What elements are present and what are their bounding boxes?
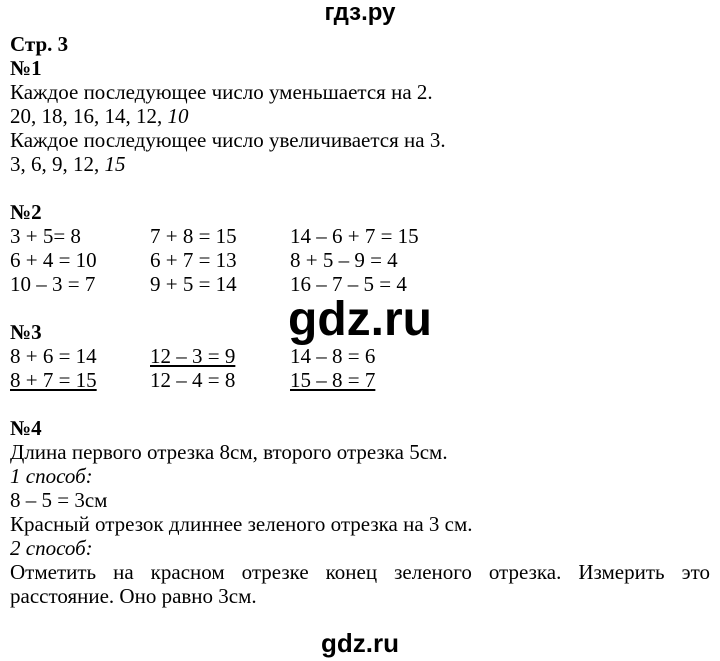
sequence-1-answer: 10 [167, 104, 189, 128]
task-2-row [10, 224, 710, 248]
task-4-method-1-answer: Красный отрезок длиннее зеленого отрезка на 3 см. [10, 512, 473, 536]
task-4-method-2-label: 2 способ: [10, 536, 93, 560]
task-1-number: №1 [10, 56, 42, 80]
watermark-middle: gdz.ru [288, 293, 432, 346]
task-1-rule-1: Каждое последующее число уменьшается на 2. [10, 80, 433, 104]
watermark-bottom: gdz.ru [321, 628, 399, 658]
equation-underlined: 15 – 8 = 7 [290, 368, 376, 392]
task-4-number: №4 [10, 416, 42, 440]
equation: 8 + 6 = 14 [10, 344, 97, 368]
equation: 7 + 8 = 15 [150, 224, 237, 248]
task-2-row [10, 248, 710, 272]
task-1-rule-2: Каждое последующее число увеличивается на 3. [10, 128, 446, 152]
sequence-1-values: 20, 18, 16, 14, 12, [10, 104, 163, 128]
sequence-2-values: 3, 6, 9, 12, [10, 152, 100, 176]
page-number: Стр. 3 [10, 32, 69, 56]
task-1-sequence-1 [10, 104, 710, 128]
equation: 9 + 5 = 14 [150, 272, 237, 296]
task-4-method-1-label: 1 способ: [10, 464, 93, 488]
equation: 8 + 5 – 9 = 4 [290, 248, 398, 272]
equation: 6 + 7 = 13 [150, 248, 237, 272]
equation: 12 – 4 = 8 [150, 368, 236, 392]
equation: 14 – 8 = 6 [290, 344, 376, 368]
task-4-method-1-equation: 8 – 5 = 3см [10, 488, 108, 512]
equation: 6 + 4 = 10 [10, 248, 97, 272]
equation-underlined: 12 – 3 = 9 [150, 344, 236, 368]
task-3-row [10, 368, 710, 392]
task-2-number: №2 [10, 200, 42, 224]
task-1-sequence-2 [10, 152, 710, 176]
task-3-number: №3 [10, 320, 42, 344]
task-4-method-2-text: Отметить на красном отрезке конец зеленого отрезка. Измерить это расстояние. Оно равно 3см. [10, 560, 710, 608]
sequence-2-answer: 15 [104, 152, 126, 176]
equation: 16 – 7 – 5 = 4 [290, 272, 407, 296]
equation: 10 – 3 = 7 [10, 272, 96, 296]
equation-underlined: 8 + 7 = 15 [10, 368, 97, 392]
site-header: гдз.ру [324, 0, 396, 26]
task-4-condition: Длина первого отрезка 8см, второго отрезка 5см. [10, 440, 448, 464]
equation: 14 – 6 + 7 = 15 [290, 224, 419, 248]
equation: 3 + 5= 8 [10, 224, 81, 248]
